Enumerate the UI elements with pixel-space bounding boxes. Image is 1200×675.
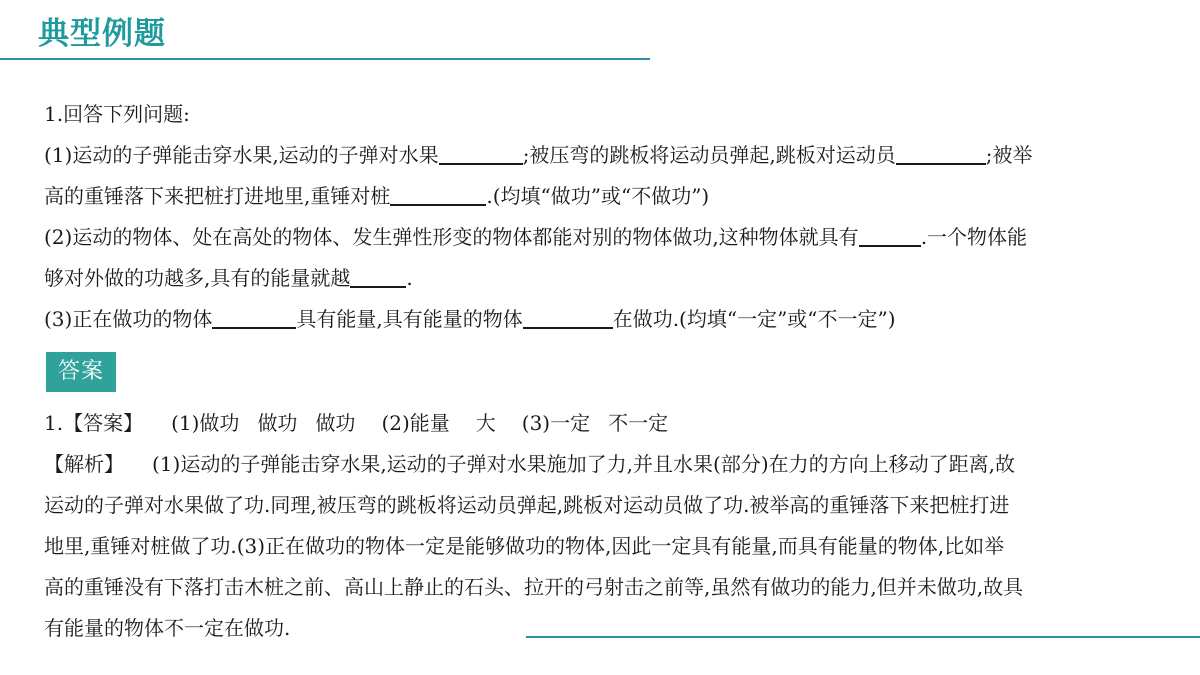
question-part1-line2 bbox=[44, 176, 1162, 217]
analysis-line bbox=[44, 485, 1162, 526]
analysis-line bbox=[44, 567, 1162, 608]
question-text: 具有能量,具有能量的物体 bbox=[296, 307, 523, 331]
answer-blank[interactable] bbox=[439, 141, 523, 165]
analysis-text: 高的重锤没有下落打击木桩之前、高山上静止的石头、拉开的弓射击之前等,虽然有做功的能力,但并未做功,故具 bbox=[44, 575, 1024, 599]
question-text: ;被压弯的跳板将运动员弹起,跳板对运动员 bbox=[522, 143, 896, 167]
answer-badge: 答案 bbox=[46, 352, 116, 392]
page-title: 典型例题 bbox=[38, 16, 166, 52]
analysis-text: 运动的子弹对水果做了功.同理,被压弯的跳板将运动员弹起,跳板对运动员做了功.被举高的重锤落下来把桩打进 bbox=[44, 493, 1010, 517]
question-text: 够对外做的功越多,具有的能量就越 bbox=[44, 266, 351, 290]
question-block bbox=[44, 94, 1162, 340]
question-part1-line1 bbox=[44, 135, 1162, 176]
analysis-text: 有能量的物体不一定在做功. bbox=[44, 616, 291, 640]
footer-rule bbox=[526, 636, 1200, 638]
answer-block bbox=[44, 403, 1162, 649]
answer-text: (1)做功 bbox=[171, 411, 240, 435]
answer-blank[interactable] bbox=[859, 223, 921, 247]
question-text: (1)运动的子弹能击穿水果,运动的子弹对水果 bbox=[44, 143, 439, 167]
answer-text: 大 bbox=[475, 411, 496, 435]
question-part3 bbox=[44, 299, 1162, 340]
answer-text: (2)能量 bbox=[381, 411, 450, 435]
analysis-label: 【解析】 bbox=[44, 452, 124, 476]
answer-text: 不一定 bbox=[608, 411, 669, 435]
question-text: (2)运动的物体、处在高处的物体、发生弹性形变的物体都能对别的物体做功,这种物体就具有 bbox=[44, 225, 859, 249]
answer-text: 做功 bbox=[257, 411, 298, 435]
question-text: (3)正在做功的物体 bbox=[44, 307, 213, 331]
analysis-line bbox=[44, 608, 1162, 649]
question-part2-line1 bbox=[44, 217, 1162, 258]
answer-blank[interactable] bbox=[523, 305, 613, 329]
question-intro bbox=[44, 94, 1162, 135]
analysis-line bbox=[44, 444, 1162, 485]
question-text: ;被举 bbox=[985, 143, 1033, 167]
question-text: . bbox=[406, 266, 413, 290]
answer-blank[interactable] bbox=[390, 182, 486, 206]
question-intro-text: 1.回答下列问题: bbox=[44, 102, 190, 126]
answer-line bbox=[44, 403, 1162, 444]
answer-blank[interactable] bbox=[212, 305, 296, 329]
answer-blank[interactable] bbox=[350, 264, 406, 288]
question-part2-line2 bbox=[44, 258, 1162, 299]
answer-text: (3)一定 bbox=[521, 411, 591, 435]
question-text: .(均填“做功”或“不做功”) bbox=[486, 184, 710, 208]
analysis-text: 地里,重锤对桩做了功.(3)正在做功的物体一定是能够做功的物体,因此一定具有能量,而具有能量的物体,比如举 bbox=[44, 534, 1005, 558]
question-text: 在做功.(均填“一定”或“不一定”) bbox=[612, 307, 896, 331]
title-underline bbox=[0, 58, 650, 60]
question-text: .一个物体能 bbox=[920, 225, 1028, 249]
answer-text: 做功 bbox=[315, 411, 356, 435]
analysis-line bbox=[44, 526, 1162, 567]
analysis-text: (1)运动的子弹能击穿水果,运动的子弹对水果施加了力,并且水果(部分)在力的方向上移动了距离,故 bbox=[152, 452, 1016, 476]
question-text: 高的重锤落下来把桩打进地里,重锤对桩 bbox=[44, 184, 391, 208]
answer-label: 1.【答案】 bbox=[44, 411, 144, 435]
answer-blank[interactable] bbox=[896, 141, 986, 165]
